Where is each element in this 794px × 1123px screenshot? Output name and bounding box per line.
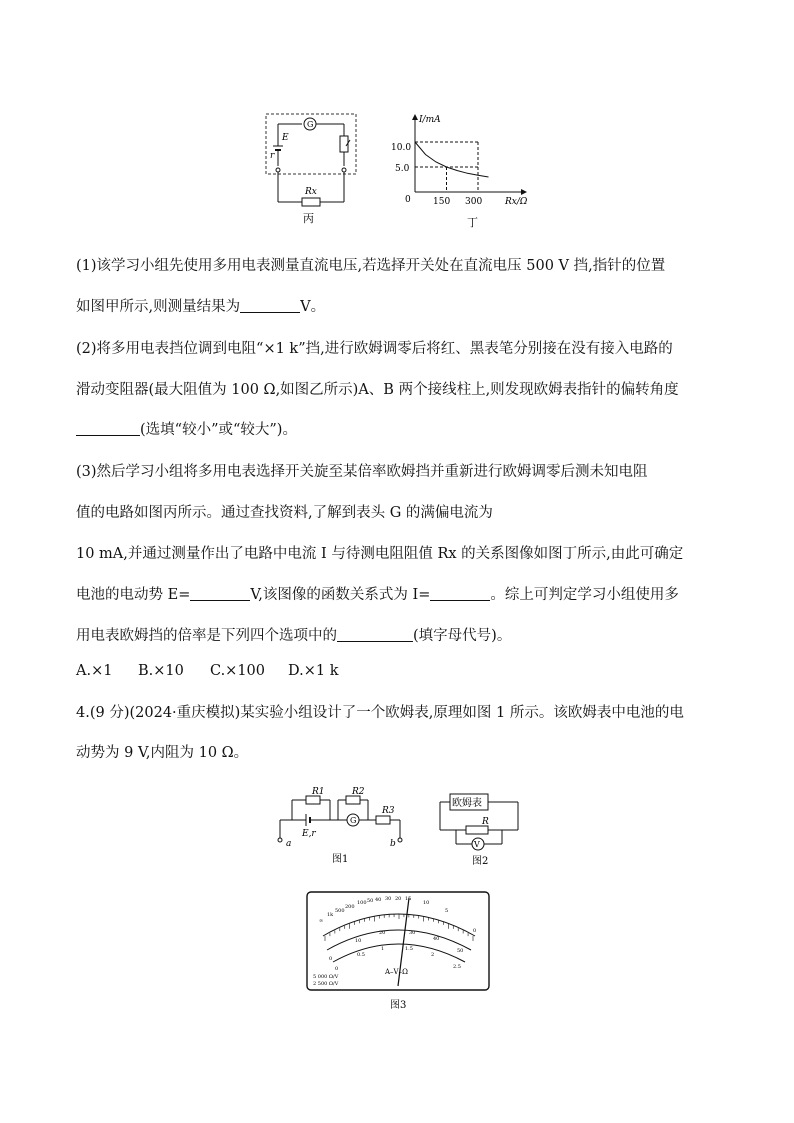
svg-text:30: 30 [385,896,392,902]
q3-line-2: 值的电路如图丙所示。通过查找资料,了解到表头 G 的满偏电流为 [76,505,493,521]
rx-label: Rx [305,187,317,197]
svg-text:15: 15 [405,896,412,902]
svg-text:10: 10 [355,938,362,944]
q2-line-3-post: (选填“较小”或“较大”)。 [140,422,297,438]
figure-bing-caption: 丙 [303,212,314,225]
answer-blank-function[interactable] [430,586,490,601]
answer-blank-q1[interactable] [240,298,300,313]
galvanometer-g-label: G [307,120,314,129]
voltmeter-label: V [474,840,480,849]
figure-3-caption: 图3 [390,1000,407,1011]
svg-text:20: 20 [379,930,386,936]
circuit-figure-bing [262,110,362,230]
q3-line-4-b: V,该图像的函数关系式为 I= [250,587,431,603]
dial-type-label: A–V–Ω [385,968,408,976]
q2-line-2: 滑动变阻器(最大阻值为 100 Ω,如图乙所示)A、B 两个接线柱上,则发现欧姆表指针的偏转角度 [76,382,679,398]
svg-text:5: 5 [445,908,449,914]
circuit-figure-1 [272,780,412,866]
svg-text:1.5: 1.5 [405,946,413,952]
graph-curve [415,142,489,177]
svg-text:2: 2 [431,952,435,958]
q1-line-2-pre: 如图甲所示,则测量结果为 [76,299,241,315]
svg-text:40: 40 [433,936,440,942]
figure-ding-caption: 丁 [467,216,478,229]
graph-xtick-150: 150 [433,197,451,207]
graph-y-label: I/mA [419,115,441,125]
svg-text:10: 10 [423,900,430,906]
svg-text:100: 100 [357,900,367,906]
q4-line-2: 动势为 9 V,内阻为 10 Ω。 [76,745,249,761]
graph-x-label: Rx/Ω [505,197,528,207]
svg-text:∞: ∞ [319,918,324,924]
graph-xtick-300: 300 [465,197,483,207]
graph-origin-label: 0 [405,195,411,205]
q4-line-1: 4.(9 分)(2024·重庆模拟)某实验小组设计了一个欧姆表,原理如图 1 所示。该欧姆表中电池的电 [76,705,684,721]
fig2-r-label: R [482,817,489,827]
q3-line-1: (3)然后学习小组将多用电表选择开关旋至某倍率欧姆挡并重新进行欧姆调零后测未知电阻 [76,464,648,480]
graph-figure-ding [385,108,535,232]
option-a[interactable]: A.×1 [76,663,113,679]
r3-label: R3 [382,806,395,816]
option-d[interactable]: D.×1 k [288,663,339,679]
r2-label: R2 [352,787,365,797]
figure-1-caption: 图1 [332,854,349,865]
svg-text:2.5: 2.5 [453,964,461,970]
sensitivity-label-1: 5 000 Ω/V [313,974,339,980]
q3-line-5-post: (填字母代号)。 [413,628,512,644]
terminal-a-label: a [286,839,292,849]
er-label: E,r [302,829,316,839]
svg-text:50: 50 [457,948,464,954]
answer-blank-multiplier[interactable] [337,627,413,642]
circuit-figure-2 [436,790,524,866]
svg-text:20: 20 [395,896,402,902]
svg-text:1: 1 [381,946,385,952]
q3-line-5-pre: 用电表欧姆挡的倍率是下列四个选项中的 [76,628,337,644]
q1-line-2 [76,297,325,317]
svg-text:1k: 1k [327,912,334,918]
sensitivity-label-2: 2 500 Ω/V [313,981,339,987]
ohmmeter-box-label: 欧姆表 [452,798,482,809]
svg-text:500: 500 [335,908,345,914]
emf-label: E [282,133,289,143]
q2-line-3 [76,420,297,440]
q1-line-2-post: V。 [300,299,326,315]
graph-ytick-10: 10.0 [391,143,412,153]
answer-blank-emf[interactable] [190,586,250,601]
r1-label: R1 [312,787,325,797]
svg-text:0: 0 [473,928,477,934]
q2-line-1: (2)将多用电表挡位调到电阻“×1 k”挡,进行欧姆调零后将红、黑表笔分别接在没有接入电路的 [76,341,673,357]
options-row [76,661,339,681]
terminal-b-label: b [390,839,396,849]
svg-text:0.5: 0.5 [357,952,365,958]
svg-text:200: 200 [345,904,355,910]
internal-r-label: r [270,151,275,161]
q3-line-4-c: 。综上可判定学习小组使用多 [490,587,679,603]
svg-text:0: 0 [329,956,333,962]
q1-line-1: (1)该学习小组先使用多用电表测量直流电压,若选择开关处在直流电压 500 V 挡,指针的位置 [76,258,666,274]
option-b[interactable]: B.×10 [138,663,184,679]
answer-blank-q2[interactable] [76,421,140,436]
svg-text:30: 30 [409,930,416,936]
q3-line-5 [76,626,511,646]
meter-dial-figure-3 [305,890,491,1018]
q3-line-4 [76,585,679,605]
graph-ytick-5: 5.0 [395,164,410,174]
svg-text:50: 50 [367,898,374,904]
fig1-g-label: G [350,816,357,825]
svg-text:40: 40 [375,897,382,903]
q3-line-4-a: 电池的电动势 E= [76,587,191,603]
option-c[interactable]: C.×100 [210,663,266,679]
svg-text:0: 0 [335,966,339,972]
q3-line-3: 10 mA,并通过测量作出了电路中电流 I 与待测电阻阻值 Rx 的关系图像如图丁所示,由此可确定 [76,546,684,562]
figure-2-caption: 图2 [472,856,489,866]
